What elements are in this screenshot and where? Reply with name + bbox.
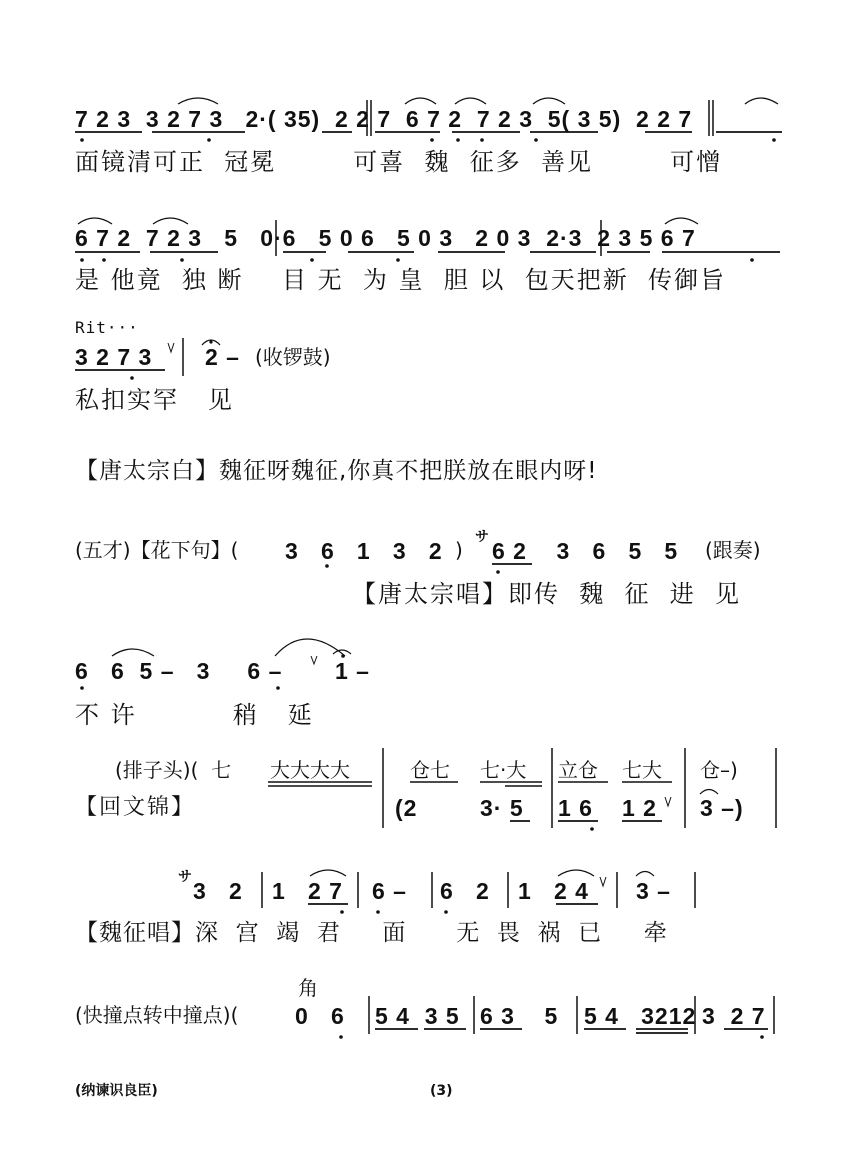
gong-4: 立仓 <box>558 758 598 782</box>
gong-6: 仓–) <box>700 758 738 782</box>
row4-notation-2: 6 2 3 6 5 5 <box>492 538 679 564</box>
row7-m4: 6 2 <box>440 878 490 904</box>
gong-3: 七·大 <box>480 758 527 782</box>
octave-dot <box>102 258 106 262</box>
row1-notation: 7 2 3 3 2 7 3 2·( 35) 2 2 7 6 7 2 7 2 3 5( 3 5) 2 2 7 <box>75 106 693 132</box>
follow-instruction: (跟奏) <box>705 538 761 562</box>
slur <box>153 218 188 224</box>
jue-mark: 角 <box>298 976 318 1000</box>
row8-label: (快撞点转中撞点)( <box>75 1003 239 1027</box>
row2-notation: 6 7 2 7 2 3 5 0·6 5 0 6 5 0 3 2 0 3 2·3 2 3 5 6 7 <box>75 225 696 251</box>
octave-dot <box>80 258 84 262</box>
gong-2: 仓七 <box>410 758 450 782</box>
octave-dot <box>456 138 460 142</box>
slur <box>558 870 594 876</box>
slur <box>745 98 778 104</box>
octave-dot <box>534 138 538 142</box>
slur <box>178 98 218 104</box>
octave-dot <box>310 258 314 262</box>
row6-note-4: 1 2 <box>622 795 657 821</box>
row5-notation: 6 6 5 – 3 6 – <box>75 658 283 684</box>
gong-1: 大大大大 <box>270 758 350 782</box>
slur <box>533 98 565 104</box>
row1-lyrics: 面镜清可正 冠冕 可喜 魏 征多 善见 可憎 <box>75 148 723 176</box>
spoken-line: 【唐太宗白】魏征呀魏征,你真不把朕放在眼内呀! <box>75 458 598 484</box>
row6-note-1: (2 <box>395 795 418 821</box>
row4-close: ) <box>455 538 463 562</box>
row7-m3: 6 – <box>372 878 407 904</box>
row3-lyrics: 私扣实罕 见 <box>75 386 234 414</box>
octave-dot <box>276 686 280 690</box>
tune-name: 【回文锦】 <box>75 795 196 820</box>
row4-sa-mark: サ <box>475 529 489 545</box>
octave-dot <box>180 258 184 262</box>
row7-lyrics: 【魏征唱】深 宫 竭 君 面 无 畏 祸 已 牵 <box>75 920 668 946</box>
octave-dot <box>80 138 84 142</box>
fermata <box>636 872 654 877</box>
slur <box>455 98 486 104</box>
row6-note-3: 1 6 <box>558 795 593 821</box>
row7-m2: 1 2 7 <box>272 878 343 904</box>
footer-title: (纳谏识良臣) <box>75 1083 158 1099</box>
gong-5: 七大 <box>622 758 662 782</box>
octave-dot <box>207 138 211 142</box>
row4-notation: 3 6 1 3 2 <box>285 538 443 564</box>
octave-dot <box>430 138 434 142</box>
slur <box>310 870 346 876</box>
octave-dot <box>750 258 754 262</box>
octave-dot <box>396 258 400 262</box>
row7-m1: 3 2 <box>193 878 243 904</box>
row3-notation: 3 2 7 3 <box>75 344 153 370</box>
row8-m3: 6 3 5 <box>480 1003 559 1029</box>
row8-m5: 3 2 7 <box>702 1003 766 1029</box>
row3-notation-end: 2 – <box>205 344 240 370</box>
breath-mark <box>311 656 317 664</box>
fermata <box>700 790 718 795</box>
row4-lyrics: 【唐太宗唱】即传 魏 征 进 见 <box>352 580 742 608</box>
row8-m2: 5 4 3 5 <box>375 1003 460 1029</box>
octave-dot <box>376 910 380 914</box>
row6-note-2: 3· 5 <box>480 795 524 821</box>
breath-mark <box>168 343 174 352</box>
row2-lyrics: 是 他竟 独 断 目 无 为 皇 胆 以 包天把新 传御旨 <box>75 266 726 294</box>
octave-dot <box>80 686 84 690</box>
row7-sa-mark: サ <box>178 869 192 885</box>
octave-dot <box>444 910 448 914</box>
octave-dot <box>340 910 344 914</box>
row4-intro: (五才)【花下句】( <box>75 538 239 562</box>
row8-m1: 0 6 <box>295 1003 345 1029</box>
fermata-dot <box>209 340 212 343</box>
octave-dot <box>772 138 776 142</box>
row8-m4: 5 4 3212 <box>584 1003 697 1029</box>
row6-note-5: 3 –) <box>700 795 744 821</box>
breath-mark <box>665 797 671 806</box>
slur <box>78 218 112 224</box>
octave-dot <box>760 1035 764 1039</box>
octave-dot <box>325 564 329 568</box>
octave-dot <box>130 376 134 380</box>
row7-m6: 3 – <box>636 878 671 904</box>
slur <box>405 98 436 104</box>
slur <box>112 649 154 656</box>
slur <box>665 218 698 224</box>
breath-mark <box>600 877 606 886</box>
octave-dot <box>339 1035 343 1039</box>
row5-notation-end: 1 – <box>335 658 370 684</box>
gong-instruction: (收锣鼓) <box>255 345 331 369</box>
octave-dot <box>496 570 500 574</box>
row7-m5: 1 2 4 <box>518 878 589 904</box>
tempo-marking: Rit··· <box>75 318 139 337</box>
page-number: (3) <box>430 1083 453 1099</box>
row5-lyrics: 不 许 稍 延 <box>75 701 314 729</box>
octave-dot <box>590 827 594 831</box>
octave-dot <box>341 654 345 658</box>
row6-label: (排子头)( 七 <box>115 758 232 782</box>
octave-dot <box>480 138 484 142</box>
